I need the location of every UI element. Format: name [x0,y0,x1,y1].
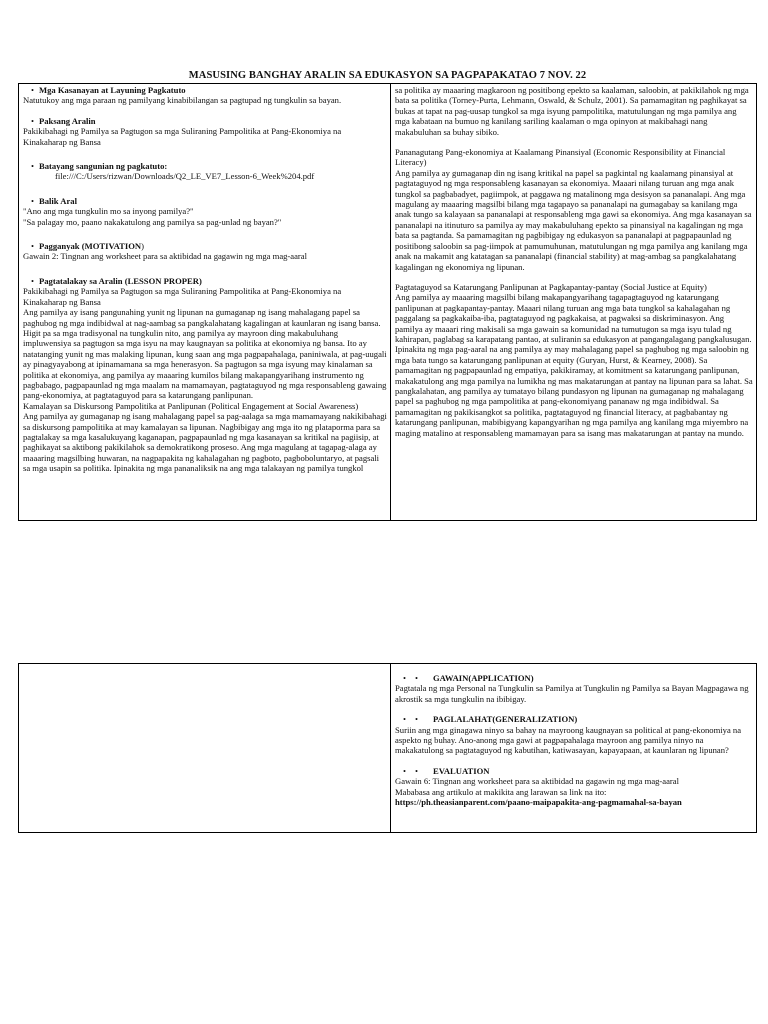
text-evaluation-1: Gawain 6: Tingnan ang worksheet para sa aktibidad na gagawin ng mga mag-aaral [395,776,679,787]
left-column-empty [19,664,391,833]
reference-link[interactable]: file:///C:/Users/rizwan/Downloads/Q2_LE_VE7_Lesson-6_Week%204.pdf [55,171,315,182]
text-paglalahat: Suriin ang mga ginagawa ninyo sa bahay na mayroong kaugnayan sa political at pang-ekonomiya na aspekto ng buhay. Ano-anong mga gawi at pagpapahalaga mayroon ang pamilya ninyo na makakatulong sa pagtataguyod ng kabutihan, katiwasayan, kapayapaan, at kaunlaran ng lipunan? [395,724,742,756]
heading-gawain: • • GAWAIN(APPLICATION) [395,673,753,683]
heading-batayang: • Batayang sangunian ng pagkatuto: [23,161,387,171]
continued-paragraph: sa politika ay maaaring magkaroon ng positibong epekto sa kaalaman, saloobin, at pakikilahok ng mga bata sa politika (Torney-Purta, Lehmann, Oswald, & Schulz, 2001). Sa pamamagitan ng paghikayat sa bukas at tapat na pag-uusap tungkol sa mga isyung pampolitika, matutulungan ng mga pamilya ang mga kabataan na bumuo ng kanilang sariling kaalaman o mga opinyon at makibahagi nang makabuluhan sa buhay sibiko. [395,85,749,137]
text-gawain: Pagtatala ng mga Personal na Tungkulin sa Pamilya at Tungkulin ng Pamilya sa Bayan Magpagawa ng akrostik sa mga tungkulin na ibibigay. [395,683,749,704]
page-title: MASUSING BANGHAY ARALIN SA EDUKASYON SA PAGPAPAKATAO 7 NOV. 22 [188,70,587,81]
economic-heading: Pananagutang Pang-ekonomiya at Kaalamang Pinansiyal (Economic Responsibility at Financial Literacy) [395,147,726,168]
question-2: "Sa palagay mo, paano nakakatulong ang pamilya sa pag-unlad ng bayan?" [23,216,282,227]
lesson-topic: Pakikibahagi ng Pamilya sa Pagtugon sa mga Suliraning Pampolitika at Pang-Ekonomiya na Kinakaharap ng Bansa [23,286,342,307]
right-column [391,84,757,521]
text-evaluation-2: Mababasa ang artikulo at makikita ang larawan sa link na ito: [395,786,607,797]
section-gawain [395,673,753,704]
section-balik-aral [23,196,387,227]
text-paksa: Pakikibahagi ng Pamilya sa Pagtugon sa mga Suliraning Pampolitika at Pang-Ekonomiya na Kinakaharap ng Bansa [23,126,342,147]
question-1: "Ano ang mga tungkulin mo sa inyong pamilya?" [23,206,194,217]
heading-paksa: • Paksang Aralin [23,116,387,126]
heading-pagganyak [23,241,387,251]
heading-pagtalakay: • Pagtatalakay sa Aralin (LESSON PROPER) [23,276,387,286]
heading-paglalahat: • • PAGLALAHAT(GENERALIZATION) [395,714,753,724]
article-link[interactable]: https://ph.theasianparent.com/paano-maipapakita-ang-pagmamahal-sa-bayan [395,797,682,808]
lesson-paragraph-2: Ang pamilya ay gumaganap ng isang mahalagang papel sa pag-aalaga sa mga mamamayang nakikibahagi sa diskursong pampolitika at may kamalayan sa lipunan. Nagbibigay ang mga ito ng plataporma para sa pagtalakay sa mga kasalukuyang kaganapan, pagpapaunlad ng mga kasanayan sa kritikal na pagiisip, at paghikayat sa aktibong pakikilahok sa demokratikong proseso. Ang mga magulang at tagapag-alaga ay maaaring magsilbing huwaran, na nagpapakita ng kahalagahan ng pagboto, pagboboluntaryo, at pagsali sa mga usapin sa politika. Ipinakita ng mga pananaliksik na ang mga talakayan ng pamilya tungkol [23,411,387,474]
section-paglalahat [395,714,753,756]
heading-balik-aral: • Balik Aral [23,196,387,206]
section-evaluation [395,766,753,808]
heading-pagganyak-end: ) [141,241,144,252]
left-column [19,84,391,521]
lesson-plan-table-continued [18,663,757,833]
section-kasanayan [23,85,387,106]
justice-heading: Pagtataguyod sa Katarungang Panlipunan at Pagkapantay-pantay (Social Justice at Equity) [395,281,707,292]
section-batayang [23,161,387,182]
heading-gawain-label: GAWAIN(APPLICATION) [433,673,534,683]
heading-pagganyak-label: Pagganyak (MOTIVATION [39,241,142,252]
section-paksa [23,116,387,147]
text-pagganyak: Gawain 2: Tingnan ang worksheet para sa aktibidad na gagawin ng mga mag-aaral [23,251,307,262]
heading-evaluation-label: EVALUATION [433,765,490,776]
heading-kasanayan: • Mga Kasanayan at Layuning Pagkatuto [23,85,387,95]
lesson-paragraph-1: Ang pamilya ay isang pangunahing yunit ng lipunan na gumaganap ng isang mahalagang papel sa paghubog ng mga indibidwal at nag-aambag sa pangkalahatang kagalingan at kaunlaran ng isang bansa. Higit pa sa mga tradisyonal na tungkulin nito, ang pamilya ay mayroon ding makabuluhang impluwensiya sa pagtugon sa mga isyu na may kaugnayan sa politika at ekonomiya ng bansa. Ito ay natatanging yunit ng mas malaking lipunan, kung saan ang mga pagpapahalaga, paniniwala, at pag-uugali ay pinagyayabong at ipinamamana sa mga henerasyon. Sa pagtugon sa mga isyung may kinalaman sa politika at ekonomiya, ang pamilya ay maaaring kumilos bilang makapangyarihang instrumento ng pagbabago, pagpapaunlad ng mga maalam na mamamayan, pagtataguyod ng mga responsableng gawaing pang-ekonomiya, at pagtataguyod para sa katarungang panlipunan. [23,307,387,401]
right-column-activities [391,664,757,833]
justice-paragraph: Ang pamilya ay maaaring magsilbi bilang makapangyarihang tagapagtaguyod ng katarungang panlipunan at pagkapantay-pantay. Maaari nilang turuan ang mga bata tungkol sa kahalagahan ng paggalang sa pagkakaiba-iba, pagtataguyod ng pagkakaisa, at pagwaksi sa diskriminasyon. Ang pamilya ay maaari ring makisali sa mga gawain sa komunidad na tumutugon sa mga isyu tulad ng kahirapan, paglabag sa karapatang pantao, at suliranin sa edukasyon at pangangalagang pangkalusugan. Ipinakita ng mga pag-aaral na ang pamilya ay may mahalagang papel sa paghubog ng mga saloobin ng mga bata tungo sa katarungang panlipunan at equity (Guryan, Hurst, & Kearney, 2008). Sa pamamagitan ng pagpapaunlad ng empatiya, pakikiramay, at komitment sa katarungang panlipunan, makakatulong ang mga pamilya na lumikha ng mas makatarungan at pantay na lipunan para sa lahat. Sa pangkalahatan, ang pamilya ay tumatayo bilang pundasyon ng lipunan na gumaganap ng mahalagang papel sa paghubog ng mga pampolitika at pang-ekonomiyang pananaw ng mga indibidwal. Sa pamamagitan ng pakikisangkot sa politika, pagtataguyod ng financial literacy, at pagbabantay ng katarungang panlipunan, mabibigyang kapangyarihan ng mga pamilya ang kanilang mga miyembro na maging matalino at responsableng mamamayan para sa isang mas makatarungan at pantay na mundo. [395,292,753,438]
lesson-subheading: Kamalayan sa Diskursong Pampolitika at Panlipunan (Political Engagement at Social Awareness) [23,400,359,411]
heading-paglalahat-label: PAGLALAHAT(GENERALIZATION) [433,714,578,725]
economic-paragraph: Ang pamilya ay gumaganap din ng isang kritikal na papel sa pagkintal ng kaalamang pinansiyal at pagtataguyod ng mga responsableng kasanayan sa ekonomiya. Maaari nilang turuan ang mga anak tungkol sa pagbabadyet, pagiimpok, at paggawa ng matalinong mga desisyon sa pananalapi. Ang mga magulang ay maaaring magsilbi bilang mga tagapayo sa pananalapi na gumagabay sa kanilang mga anak tungo sa kalayaan sa pananalapi at responsableng mga gawi sa ekonomiya. Ang mga kasanayan sa pananalapi na itinuturo sa pamilya ay may makabuluhang epekto sa pinansiyal na kagalingan ng mga bata sa pagtanda. Sa pamamagitan ng pagbibigay ng edukasyon sa pananalapi at pagpapaunlad ng positibong saloobin sa pag-iimpok at pamumuhunan, matutulungan ng mga pamilya ang kanilang mga anak na makamit ang katatagan sa pananalapi (financial stability) at mag-ambag sa pangkalahatang kagalingan ng ekonomiya ng lipunan. [395,167,752,272]
section-pagtalakay [23,276,387,474]
lesson-plan-table [18,83,757,521]
section-pagganyak [23,241,387,262]
heading-evaluation: • • EVALUATION [395,766,753,776]
text-kasanayan: Natutukoy ang mga paraan ng pamilyang kinabibilangan sa pagtupad ng tungkulin sa bayan. [23,95,342,106]
